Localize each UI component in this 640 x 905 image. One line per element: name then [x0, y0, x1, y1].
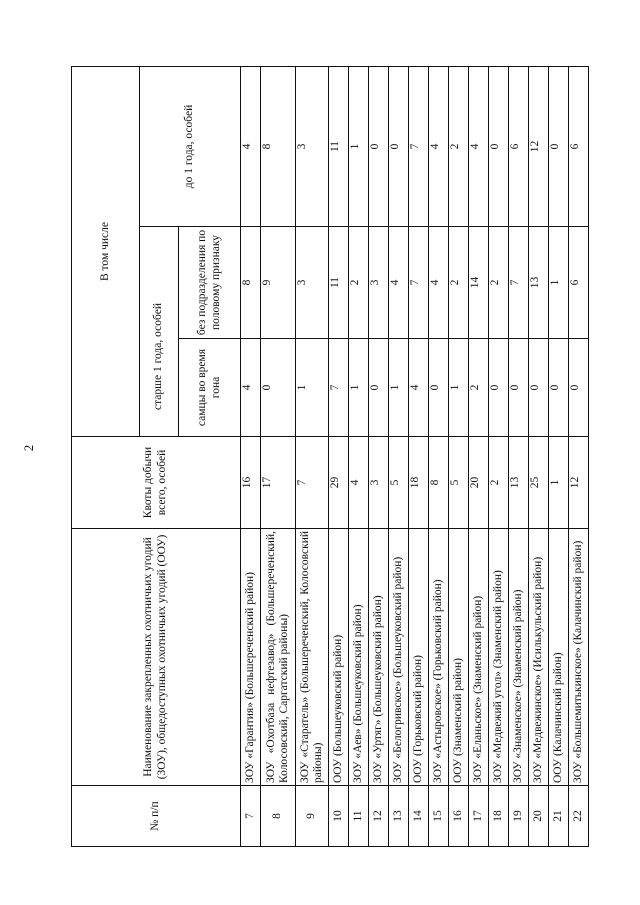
table-row: [409, 66, 429, 846]
hunting-quota-table: [71, 66, 589, 847]
header-nosex: без подразделения по половому признаку: [179, 227, 241, 339]
row-nosex: 4: [429, 227, 449, 339]
row-quota: 1: [549, 437, 569, 529]
row-under1: 11: [329, 66, 349, 226]
row-quota: 13: [509, 437, 529, 529]
row-males: 0: [489, 339, 509, 437]
row-name: ЗОУ «Медвежинское» (Исилькульский район): [529, 529, 549, 786]
row-nosex: 1: [549, 227, 569, 339]
table-row: [469, 66, 489, 846]
row-quota: 8: [429, 437, 449, 529]
row-males: 1: [449, 339, 469, 437]
rotated-table-wrapper: [71, 67, 584, 847]
row-under1: 4: [429, 66, 449, 226]
row-number: 19: [509, 786, 529, 847]
row-number: 11: [349, 786, 369, 847]
row-under1: 0: [389, 66, 409, 226]
row-quota: 29: [329, 437, 349, 529]
table-row: [429, 66, 449, 846]
row-name: ЗОУ «Охотбаза нефтезавод» (Большереченский, Колосовский, Саргатский районы): [261, 529, 296, 786]
table-row: [549, 66, 569, 846]
row-number: 10: [329, 786, 349, 847]
row-nosex: 7: [509, 227, 529, 339]
row-males: 0: [569, 339, 589, 437]
row-nosex: 2: [449, 227, 469, 339]
row-number: 8: [261, 786, 296, 847]
row-name: ЗОУ «Белогривское» (Большеуковский район): [389, 529, 409, 786]
row-name: ООУ (Калачинский район): [549, 529, 569, 786]
row-name: ЗОУ «Еланьское» (Знаменский район): [469, 529, 489, 786]
row-males: 1: [296, 339, 329, 437]
row-under1: 6: [569, 66, 589, 226]
row-males: 1: [389, 339, 409, 437]
row-name: ЗОУ «Гарантия» (Большереченский район): [241, 529, 261, 786]
row-nosex: 13: [529, 227, 549, 339]
row-quota: 18: [409, 437, 429, 529]
row-nosex: 6: [569, 227, 589, 339]
header-males: самцы во время гона: [179, 339, 241, 437]
row-quota: 17: [261, 437, 296, 529]
row-quota: 20: [469, 437, 489, 529]
row-nosex: 9: [261, 227, 296, 339]
row-males: 4: [241, 339, 261, 437]
table-row: [389, 66, 409, 846]
row-nosex: 8: [241, 227, 261, 339]
row-under1: 0: [489, 66, 509, 226]
header-under1: до 1 года, особей: [140, 66, 241, 226]
row-males: 0: [549, 339, 569, 437]
row-under1: 2: [449, 66, 469, 226]
row-number: 21: [549, 786, 569, 847]
page-number: 2: [21, 444, 36, 452]
row-quota: 3: [369, 437, 389, 529]
row-males: 0: [529, 339, 549, 437]
row-name: ЗОУ «Знаменское» (Знаменский район): [509, 529, 529, 786]
row-under1: 4: [469, 66, 489, 226]
row-name: ЗОУ «Старатель» (Большереченский, Колосовский районы): [296, 529, 329, 786]
row-under1: 0: [369, 66, 389, 226]
row-nosex: 7: [409, 227, 429, 339]
row-males: 0: [509, 339, 529, 437]
table-row: [241, 66, 261, 846]
row-number: 12: [369, 786, 389, 847]
row-number: 13: [389, 786, 409, 847]
row-under1: 7: [409, 66, 429, 226]
row-number: 9: [296, 786, 329, 847]
header-older: старше 1 года, особей: [140, 227, 179, 437]
row-under1: 6: [509, 66, 529, 226]
row-males: 0: [261, 339, 296, 437]
row-under1: 3: [296, 66, 329, 226]
row-nosex: 4: [389, 227, 409, 339]
row-nosex: 11: [329, 227, 349, 339]
row-number: 22: [569, 786, 589, 847]
row-nosex: 2: [349, 227, 369, 339]
table-row: [529, 66, 549, 846]
row-nosex: 3: [296, 227, 329, 339]
row-name: ЗОУ «Медвежий угол» (Знаменский район): [489, 529, 509, 786]
header-name: Наименование закрепленных охотничьих угодий (ЗОУ), общедоступных охотничьих угодий (ООУ): [72, 529, 241, 786]
row-number: 20: [529, 786, 549, 847]
table-row: [509, 66, 529, 846]
row-number: 17: [469, 786, 489, 847]
row-under1: 4: [241, 66, 261, 226]
row-nosex: 14: [469, 227, 489, 339]
row-name: ООУ (Большеуковский район): [329, 529, 349, 786]
row-under1: 12: [529, 66, 549, 226]
table-row: [569, 66, 589, 846]
table-row: [349, 66, 369, 846]
table-row: [369, 66, 389, 846]
row-under1: 0: [549, 66, 569, 226]
row-males: 4: [409, 339, 429, 437]
row-number: 18: [489, 786, 509, 847]
row-number: 15: [429, 786, 449, 847]
row-nosex: 2: [489, 227, 509, 339]
row-name: ЗОУ «Уртяг» (Большеуковский район): [369, 529, 389, 786]
row-name: ЗОУ «Астыровское» (Горьковский район): [429, 529, 449, 786]
row-quota: 12: [569, 437, 589, 529]
row-under1: 8: [261, 66, 296, 226]
table-body: [241, 66, 589, 846]
row-name: ЗОУ «Аев» (Большеуковский район): [349, 529, 369, 786]
row-quota: 25: [529, 437, 549, 529]
row-under1: 1: [349, 66, 369, 226]
table-row: [489, 66, 509, 846]
row-quota: 5: [449, 437, 469, 529]
row-name: ООУ (Знаменский район): [449, 529, 469, 786]
row-quota: 5: [389, 437, 409, 529]
row-males: 1: [349, 339, 369, 437]
table-row: [261, 66, 296, 846]
row-males: 7: [329, 339, 349, 437]
table-row: [449, 66, 469, 846]
row-name: ООУ (Горьковский район): [409, 529, 429, 786]
row-males: 0: [429, 339, 449, 437]
row-males: 0: [369, 339, 389, 437]
row-nosex: 3: [369, 227, 389, 339]
row-quota: 2: [489, 437, 509, 529]
table-row: [329, 66, 349, 846]
header-row-1: [72, 66, 140, 846]
row-name: ЗОУ «Большемитькинское» (Калачинский район): [569, 529, 589, 786]
row-males: 2: [469, 339, 489, 437]
row-quota: 7: [296, 437, 329, 529]
header-num: № п/п: [72, 786, 241, 847]
header-quota: Квоты добычи всего, особей: [72, 437, 241, 529]
header-including: В том числе: [72, 66, 140, 436]
row-quota: 16: [241, 437, 261, 529]
row-number: 16: [449, 786, 469, 847]
row-number: 14: [409, 786, 429, 847]
row-number: 7: [241, 786, 261, 847]
row-quota: 4: [349, 437, 369, 529]
table-row: [296, 66, 329, 846]
